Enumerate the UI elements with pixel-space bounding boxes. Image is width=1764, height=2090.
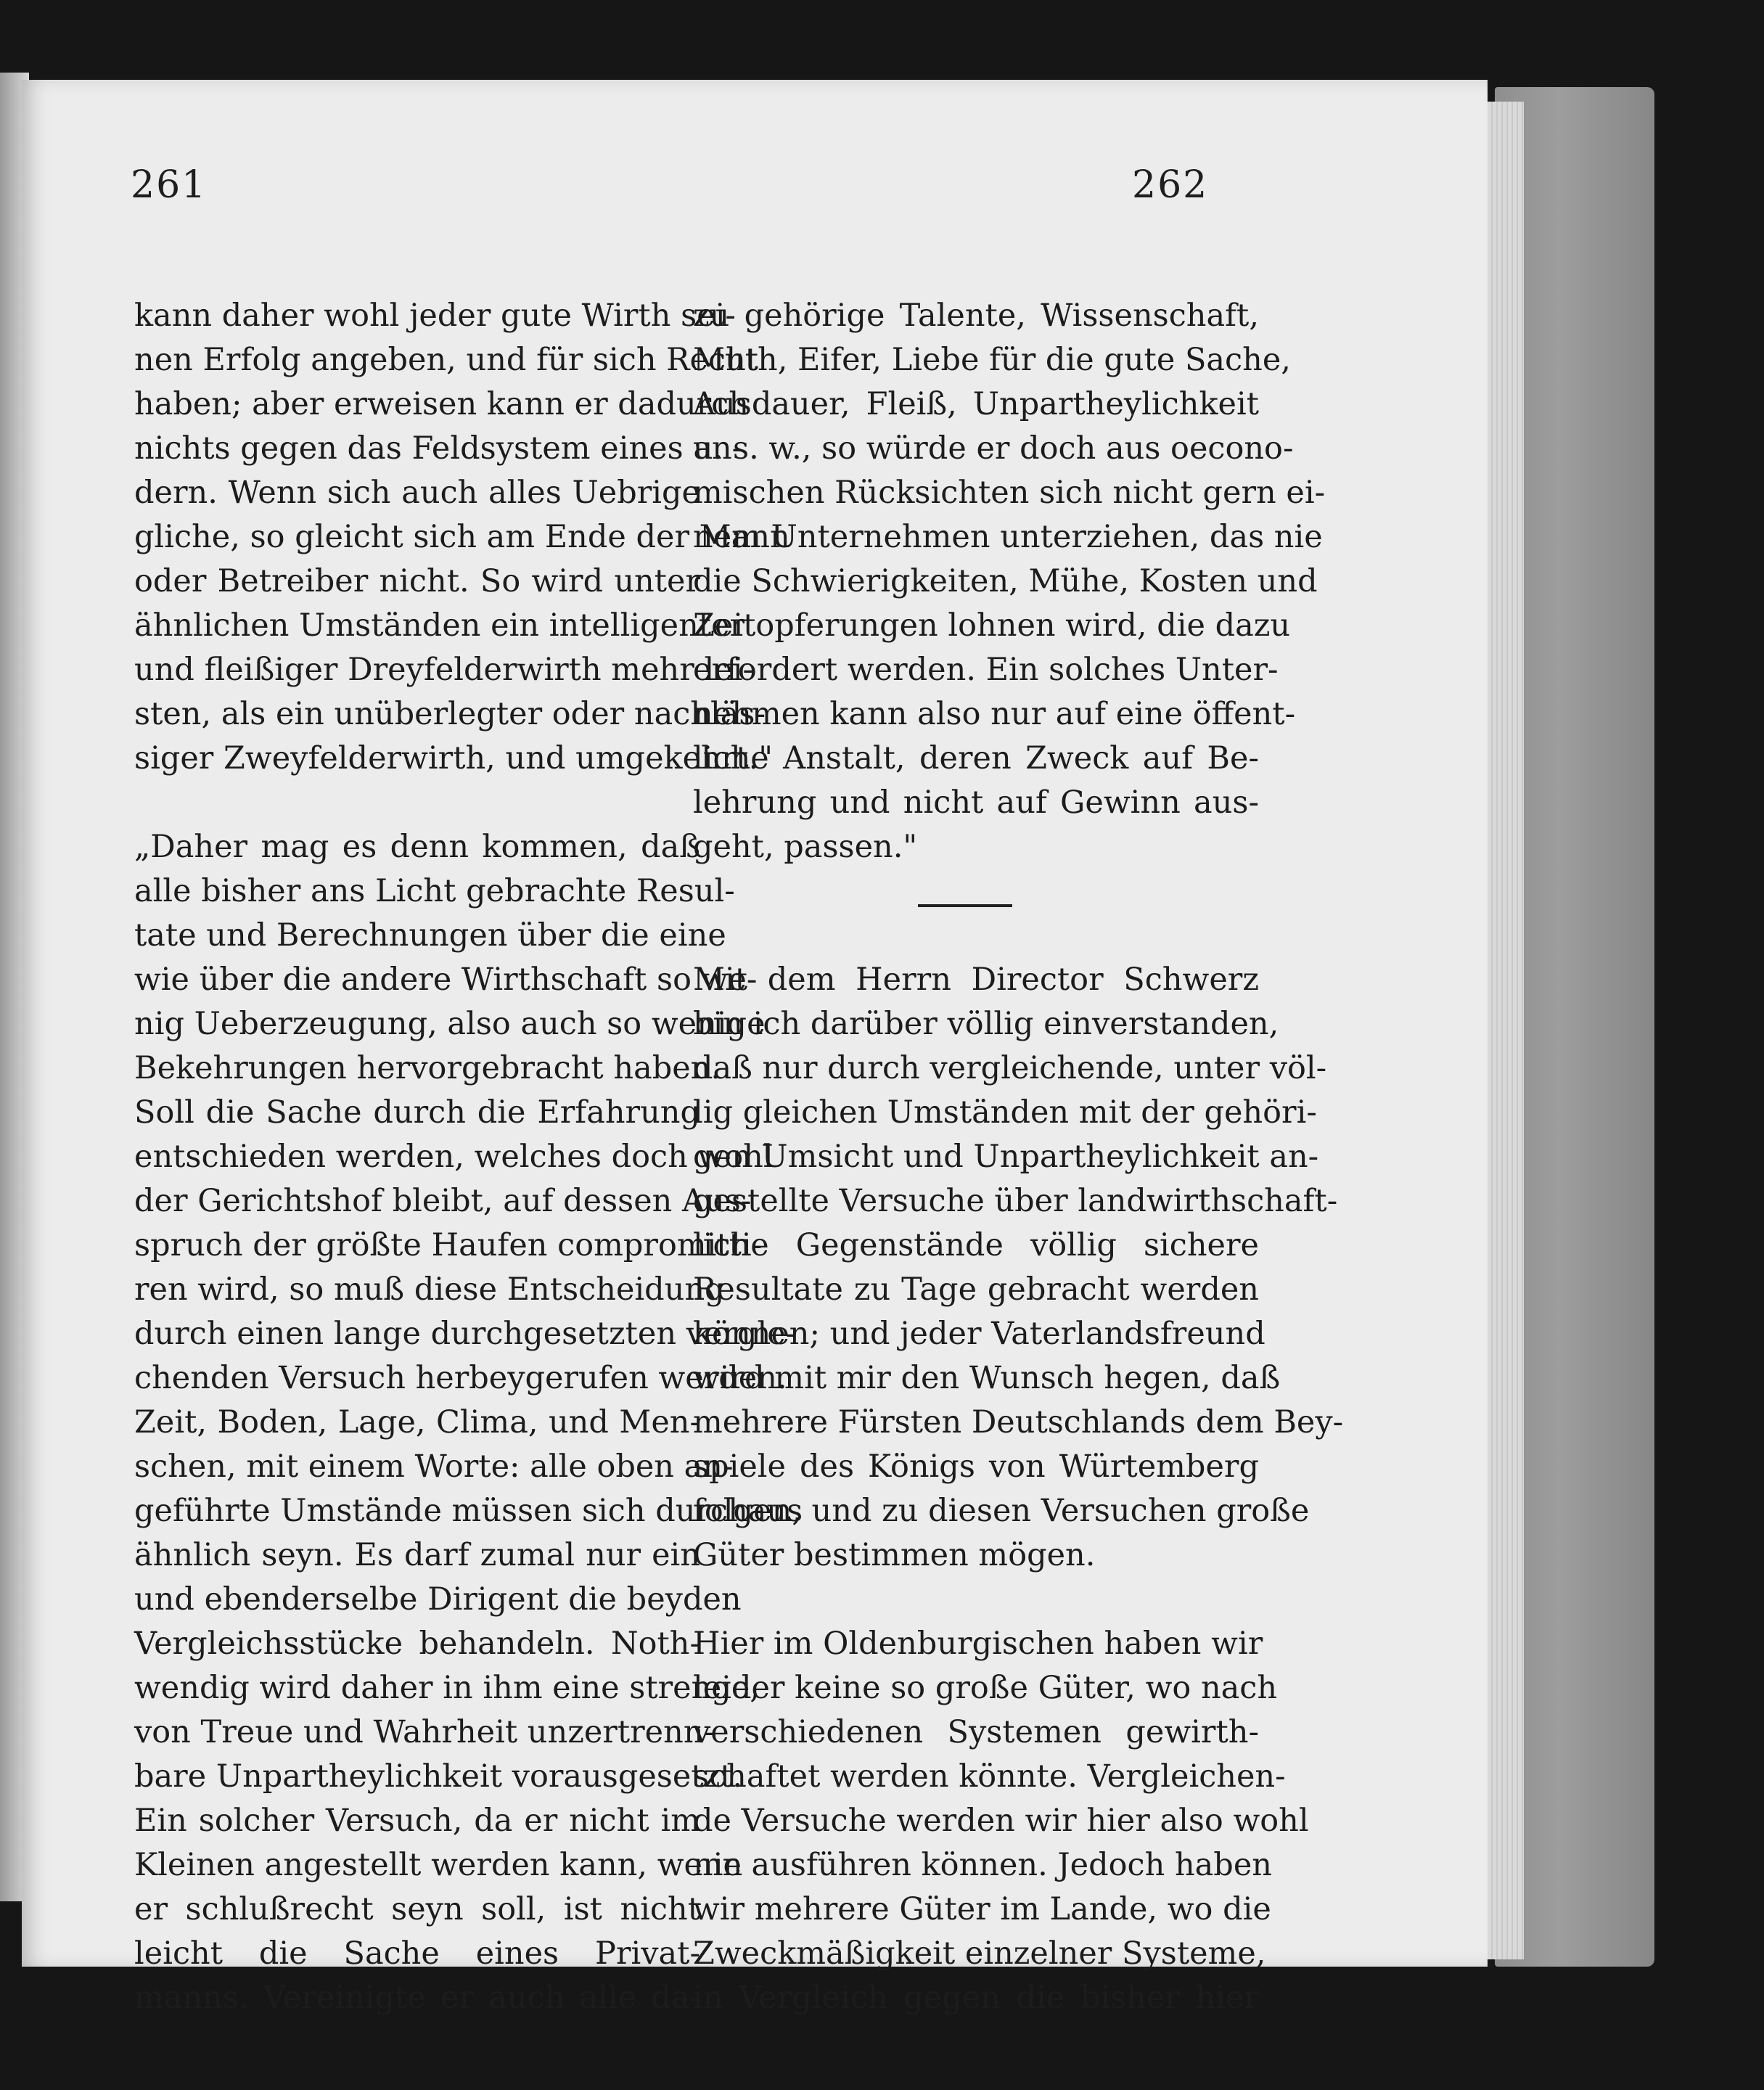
text-line: zu gehörige Talente, Wissenschaft,	[693, 298, 1259, 334]
text-line: wendig wird daher in ihm eine strenge,	[134, 1670, 760, 1706]
text-line: Hier im Oldenburgischen haben wir	[693, 1626, 1263, 1662]
text-line: kann daher wohl jeder gute Wirth sei-	[134, 298, 736, 334]
text-line: Zeit, Boden, Lage, Clima, und Men-	[134, 1404, 700, 1441]
text-line: geführte Umstände müssen sich durchaus	[134, 1493, 803, 1529]
text-line: wir mehrere Güter im Lande, wo die	[693, 1891, 1271, 1927]
text-line: schen, mit einem Worte: alle oben an-	[134, 1448, 734, 1485]
text-line: nie ausführen können. Jedoch haben	[693, 1847, 1272, 1883]
text-line: Muth, Eifer, Liebe für die gute Sache,	[693, 342, 1291, 378]
text-line: nig Ueberzeugung, also auch so wenige	[134, 1006, 766, 1042]
text-line: Bekehrungen hervorgebracht haben.	[134, 1050, 721, 1086]
text-line: dern. Wenn sich auch alles Uebrige	[134, 475, 700, 511]
page-number-left: 261	[131, 163, 208, 207]
text-line: können; und jeder Vaterlandsfreund	[693, 1316, 1265, 1352]
text-line: bin ich darüber völlig einverstanden,	[693, 1006, 1279, 1042]
text-line: ähnlichen Umständen ein intelligenter	[134, 607, 745, 644]
text-line: die Schwierigkeiten, Mühe, Kosten und	[693, 563, 1318, 599]
text-line: verschiedenen Systemen gewirth-	[693, 1714, 1259, 1750]
right-paragraph-3	[693, 1622, 1309, 2020]
text-line: Vergleichsstücke behandeln. Noth-	[134, 1626, 700, 1662]
text-line: nen Erfolg angeben, und für sich Recht	[134, 342, 759, 378]
text-line: folgen, und zu diesen Versuchen große	[693, 1493, 1310, 1529]
right-paragraph-2	[693, 958, 1344, 1578]
text-line: mischen Rücksichten sich nicht gern ei-	[693, 475, 1326, 511]
text-line: lehrung und nicht auf Gewinn aus-	[693, 784, 1259, 821]
divider-rule	[918, 904, 1012, 907]
text-line: Mit dem Herrn Director Schwerz	[693, 962, 1259, 998]
text-line: Ausdauer, Fleiß, Unpartheylichkeit	[693, 386, 1259, 422]
text-line: und ebenderselbe Dirigent die beyden	[134, 1581, 742, 1618]
text-line: wie über die andere Wirthschaft so we-	[134, 962, 758, 998]
text-line: Soll die Sache durch die Erfahrung	[134, 1094, 700, 1131]
text-line: in Vergleich gegen die bisher hier	[693, 1980, 1259, 2016]
text-line: leider keine so große Güter, wo nach	[693, 1670, 1278, 1706]
text-line: haben; aber erweisen kann er dadurch	[134, 386, 750, 422]
text-line: wird mit mir den Wunsch hegen, daß	[693, 1360, 1281, 1396]
text-line: gestellte Versuche über landwirthschaft-	[693, 1183, 1338, 1219]
page-number-right: 262	[1132, 163, 1209, 207]
text-column-left	[134, 294, 803, 2020]
text-line: ähnlich seyn. Es darf zumal nur ein	[134, 1537, 700, 1573]
text-line: leicht die Sache eines Privat-	[134, 1935, 700, 1972]
text-line: u. s. w., so würde er doch aus oecono-	[693, 430, 1294, 467]
text-line: spruch der größte Haufen compromitti-	[134, 1227, 763, 1263]
text-line: der Gerichtshof bleibt, auf dessen Aus-	[134, 1183, 752, 1219]
text-line: Kleinen angestellt werden kann, wenn	[134, 1847, 743, 1883]
text-line: entschieden werden, welches doch wohl	[134, 1139, 774, 1175]
text-line: gen Umsicht und Unpartheylichkeit an-	[693, 1139, 1319, 1175]
text-line: nichts gegen das Feldsystem eines an-	[134, 430, 743, 467]
text-line: daß nur durch vergleichende, unter völ-	[693, 1050, 1327, 1086]
text-line: von Treue und Wahrheit unzertrenn-	[134, 1714, 715, 1750]
text-line: Resultate zu Tage gebracht werden	[693, 1271, 1259, 1308]
text-line: „Daher mag es denn kommen, daß	[134, 829, 700, 865]
text-line: Ein solcher Versuch, da er nicht im	[134, 1803, 700, 1839]
text-line: ren wird, so muß diese Entscheidung	[134, 1271, 725, 1308]
text-line: lig gleichen Umständen mit der gehöri-	[693, 1094, 1317, 1131]
text-line: nem Unternehmen unterziehen, das nie	[693, 519, 1323, 555]
text-line: durch einen lange durchgesetzten vergle-	[134, 1316, 797, 1352]
text-line: nehmen kann also nur auf eine öffent-	[693, 696, 1296, 732]
text-line: siger Zweyfelderwirth, und umgekehrt."	[134, 740, 774, 776]
text-line: spiele des Königs von Würtemberg	[693, 1448, 1259, 1485]
text-line: chenden Versuch herbeygerufen werden.	[134, 1360, 787, 1396]
text-line: bare Unpartheylichkeit vorausgesetzt.	[134, 1758, 743, 1795]
text-line: sten, als ein unüberlegter oder nachläs-	[134, 696, 766, 732]
text-column-right	[693, 294, 1344, 2020]
text-line: de Versuche werden wir hier also wohl	[693, 1803, 1309, 1839]
text-line: gliche, so gleicht sich am Ende der Mann	[134, 519, 790, 555]
text-line: oder Betreiber nicht. So wird unter	[134, 563, 700, 599]
section-divider	[693, 869, 1259, 958]
left-paragraph-2	[134, 825, 803, 2020]
text-line: geht, passen."	[693, 829, 918, 865]
text-line: liche Gegenstände völlig sichere	[693, 1227, 1259, 1263]
left-paragraph-1	[134, 294, 790, 781]
text-line: Zeitopferungen lohnen wird, die dazu	[693, 607, 1291, 644]
text-line: manns. Vereinigte er auch alle da-	[134, 1980, 700, 2016]
text-line: alle bisher ans Licht gebrachte Resul-	[134, 873, 735, 909]
text-line: erfordert werden. Ein solches Unter-	[693, 652, 1279, 688]
text-line: schaftet werden könnte. Vergleichen-	[693, 1758, 1286, 1795]
text-line: Güter bestimmen mögen.	[693, 1537, 1096, 1573]
text-line: Zweckmäßigkeit einzelner Systeme,	[693, 1935, 1266, 1972]
text-line: und fleißiger Dreyfelderwirth mehr lei-	[134, 652, 753, 688]
text-line: er schlußrecht seyn soll, ist nicht	[134, 1891, 700, 1927]
text-line: mehrere Fürsten Deutschlands dem Bey-	[693, 1404, 1344, 1441]
text-line: tate und Berechnungen über die eine	[134, 917, 726, 954]
right-paragraph-1	[693, 294, 1326, 869]
text-line: liche Anstalt, deren Zweck auf Be-	[693, 740, 1259, 776]
